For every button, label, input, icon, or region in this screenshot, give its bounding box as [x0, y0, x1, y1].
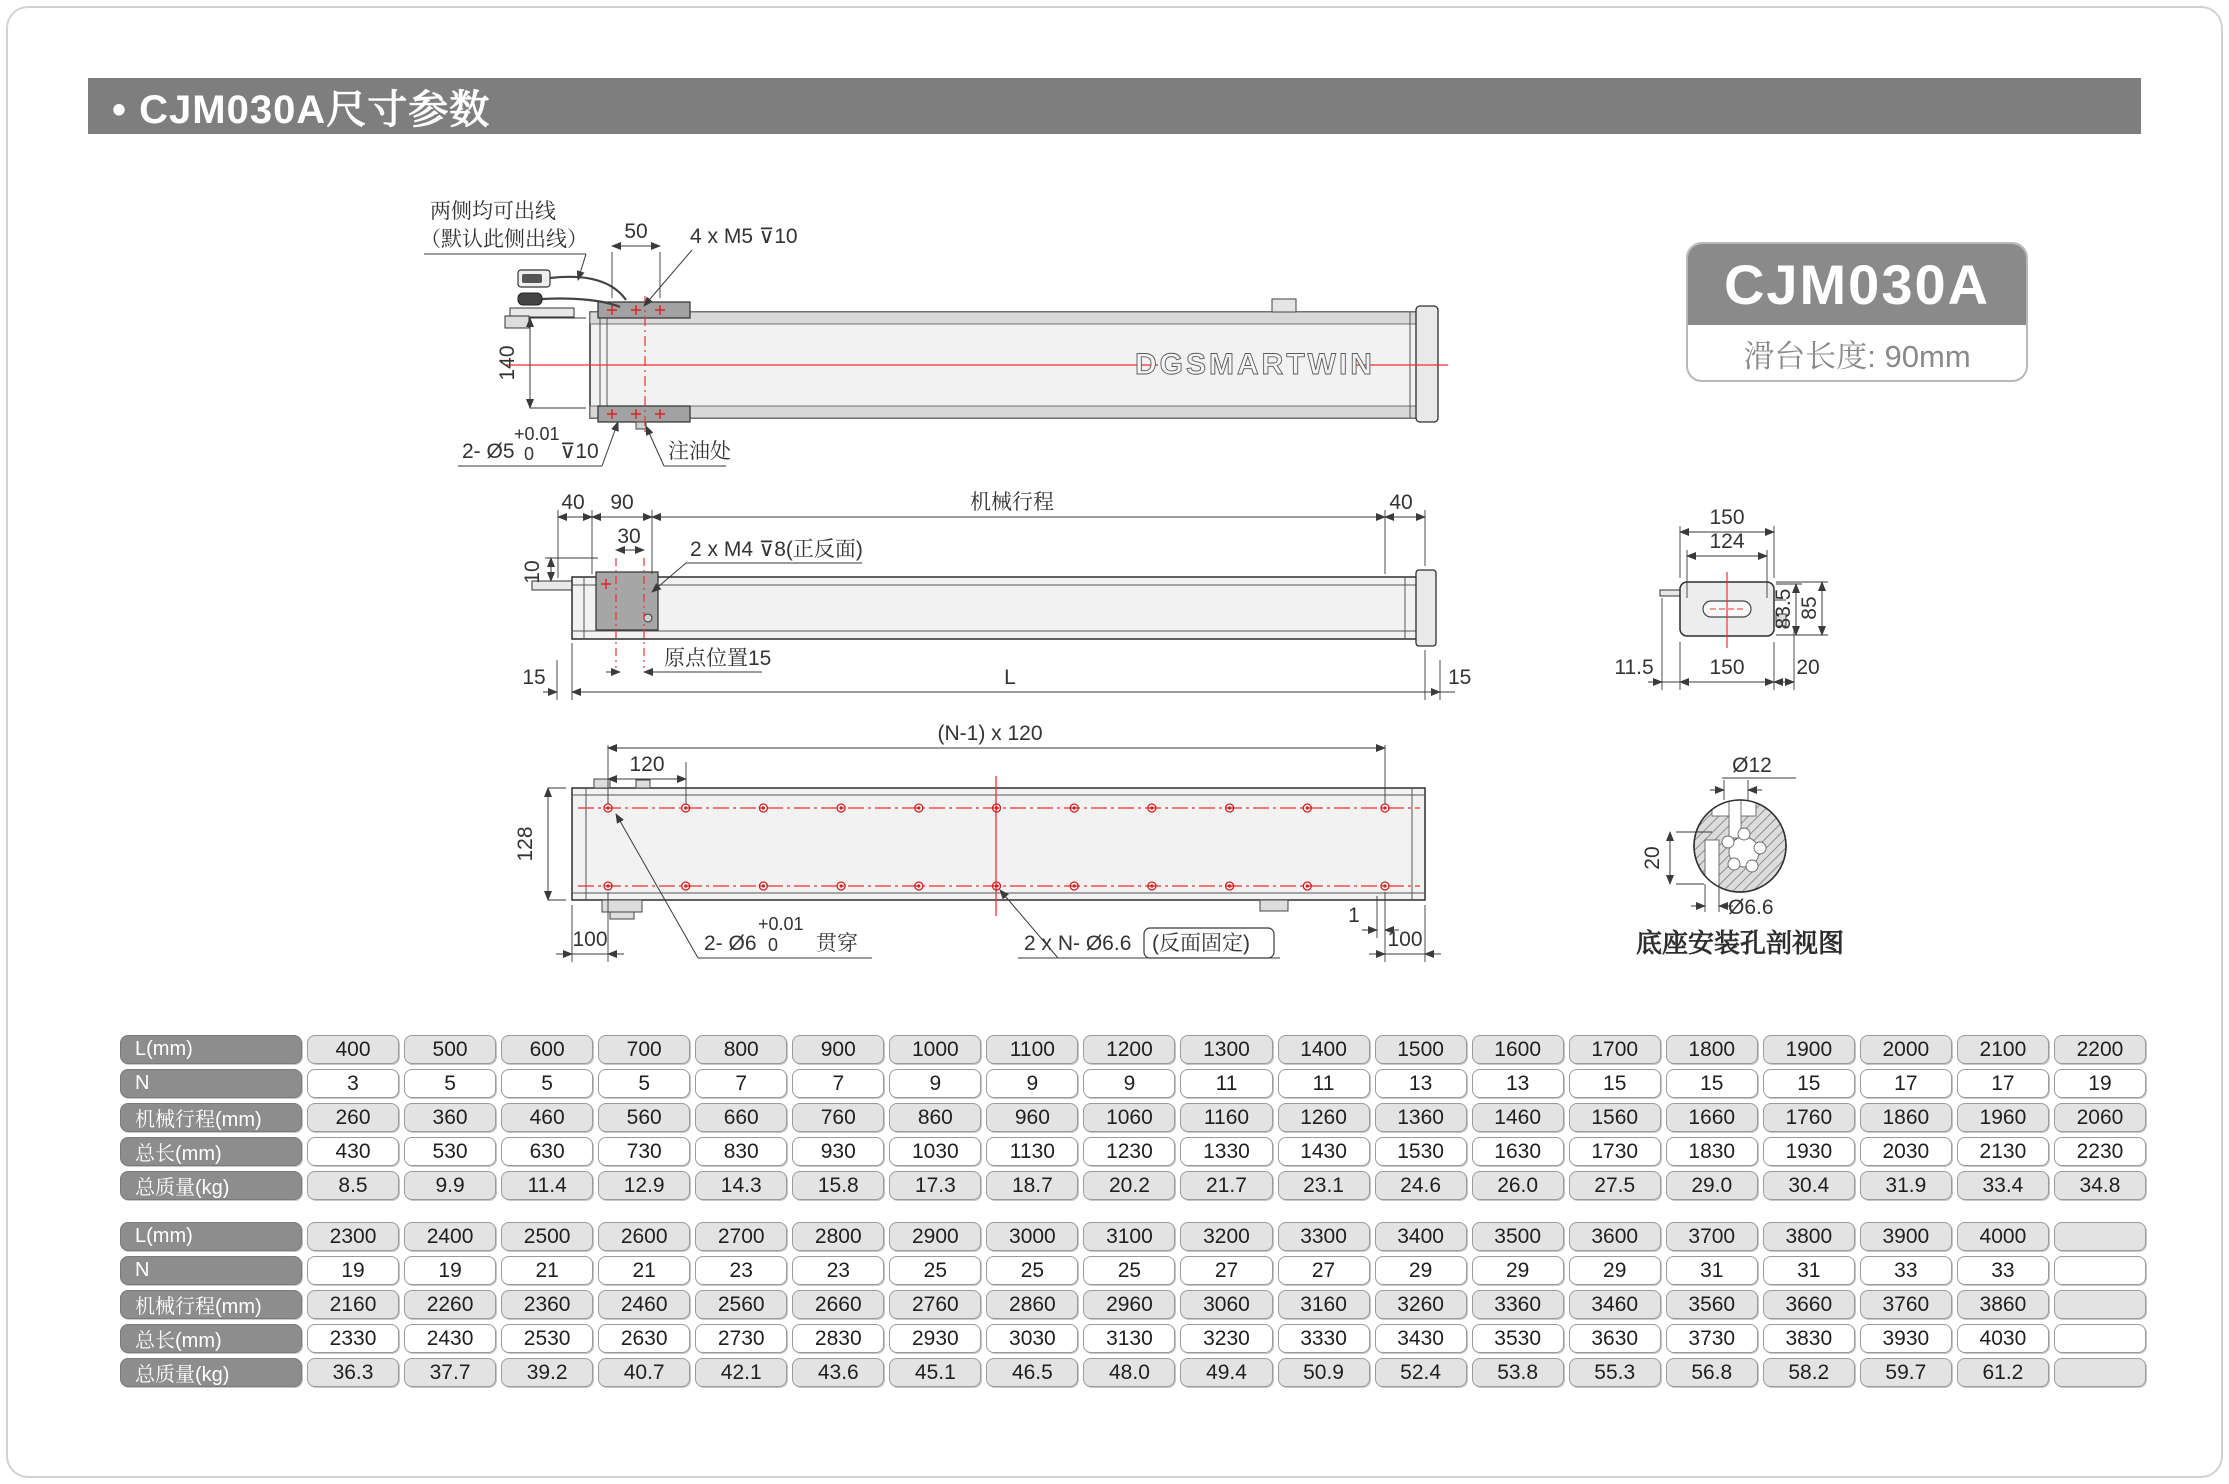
mounting-hole-detail — [1636, 754, 1844, 958]
table-cell: 43.6 — [792, 1358, 884, 1387]
table-cell: 45.1 — [889, 1358, 981, 1387]
table-cell: 33 — [1860, 1256, 1952, 1285]
dim-hole-pattern: (N-1) x 120 — [937, 722, 1043, 745]
table-cell: 1830 — [1666, 1137, 1758, 1166]
table-cell: 8.5 — [307, 1171, 399, 1200]
row-header: 总长(mm) — [120, 1137, 302, 1166]
table-cell: 1030 — [889, 1137, 981, 1166]
hole-tol-upper: +0.01 — [758, 914, 804, 934]
table-cell: 17 — [1860, 1069, 1952, 1098]
table-cell: 17.3 — [889, 1171, 981, 1200]
table-cell: 5 — [501, 1069, 593, 1098]
table-cell: 3200 — [1180, 1222, 1272, 1251]
table-cell: 58.2 — [1763, 1358, 1855, 1387]
top-view-drawing — [521, 491, 1471, 700]
table-cell: 2060 — [2054, 1103, 2146, 1132]
table-cell: 2560 — [695, 1290, 787, 1319]
hole-label: 2- Ø6 — [704, 932, 757, 955]
row-header: N — [120, 1069, 302, 1098]
table-cell: 14.3 — [695, 1171, 787, 1200]
table-cell: 3060 — [1180, 1290, 1272, 1319]
table-cell: 1700 — [1569, 1035, 1661, 1064]
table-cell: 15 — [1763, 1069, 1855, 1098]
table-cell: 2230 — [2054, 1137, 2146, 1166]
dim-20-depth: 20 — [1641, 846, 1664, 870]
table-cell: 42.1 — [695, 1358, 787, 1387]
table-cell: 3730 — [1666, 1324, 1758, 1353]
table-cell: 260 — [307, 1103, 399, 1132]
row-header: 总质量(kg) — [120, 1171, 302, 1200]
dim-40-right: 40 — [1389, 491, 1413, 514]
table-cell: 23 — [695, 1256, 787, 1285]
table-cell: 19 — [404, 1256, 496, 1285]
table-cell: 53.8 — [1472, 1358, 1564, 1387]
table-cell: 600 — [501, 1035, 593, 1064]
table-cell: 48.0 — [1083, 1358, 1175, 1387]
table-cell: 1260 — [1278, 1103, 1370, 1132]
cable-note-2: （默认此侧出线） — [420, 228, 588, 251]
table-cell: 3530 — [1472, 1324, 1564, 1353]
table-cell: 560 — [598, 1103, 690, 1132]
table-cell: 860 — [889, 1103, 981, 1132]
table-cell: 25 — [1083, 1256, 1175, 1285]
table-cell: 3800 — [1763, 1222, 1855, 1251]
table-cell: 3760 — [1860, 1290, 1952, 1319]
table-cell: 2200 — [2054, 1035, 2146, 1064]
table-cell: 3100 — [1083, 1222, 1175, 1251]
table-cell: 11 — [1180, 1069, 1272, 1098]
table-cell: 430 — [307, 1137, 399, 1166]
table-cell — [2054, 1290, 2146, 1319]
table-cell: 3660 — [1763, 1290, 1855, 1319]
table-cell: 15 — [1569, 1069, 1661, 1098]
table-cell: 1660 — [1666, 1103, 1758, 1132]
table-cell: 1200 — [1083, 1035, 1175, 1064]
dim-L: L — [1004, 666, 1016, 689]
table-cell: 29 — [1569, 1256, 1661, 1285]
table-cell: 13 — [1375, 1069, 1467, 1098]
table-cell: 1960 — [1957, 1103, 2049, 1132]
dim-100-left: 100 — [572, 928, 608, 951]
table-cell: 3160 — [1278, 1290, 1370, 1319]
table-cell: 5 — [404, 1069, 496, 1098]
table-cell: 1730 — [1569, 1137, 1661, 1166]
table-cell: 25 — [986, 1256, 1078, 1285]
table-cell: 2130 — [1957, 1137, 2049, 1166]
dim-85: 85 — [1798, 596, 1821, 620]
table-cell: 360 — [404, 1103, 496, 1132]
table-cell: 18.7 — [986, 1171, 1078, 1200]
table-cell: 2960 — [1083, 1290, 1175, 1319]
table-cell: 1760 — [1763, 1103, 1855, 1132]
row-header: 总质量(kg) — [120, 1358, 302, 1387]
table-cell: 1060 — [1083, 1103, 1175, 1132]
table-cell: 9 — [986, 1069, 1078, 1098]
table-cell: 3260 — [1375, 1290, 1467, 1319]
dim-40-left: 40 — [561, 491, 585, 514]
bottom-view-drawing — [514, 722, 1441, 962]
table-cell: 50.9 — [1278, 1358, 1370, 1387]
side-view-drawing — [420, 200, 1448, 466]
table-cell: 52.4 — [1375, 1358, 1467, 1387]
table-cell: 930 — [792, 1137, 884, 1166]
table-cell: 3860 — [1957, 1290, 2049, 1319]
table-cell: 3360 — [1472, 1290, 1564, 1319]
hole66-label: 2 x N- Ø6.6 — [1024, 932, 1132, 955]
table-cell: 1100 — [986, 1035, 1078, 1064]
table-cell: 3 — [307, 1069, 399, 1098]
table-cell: 3500 — [1472, 1222, 1564, 1251]
dim-1: 1 — [1348, 904, 1360, 927]
table-cell: 3830 — [1763, 1324, 1855, 1353]
dim-124: 124 — [1709, 530, 1745, 553]
table-cell: 1930 — [1763, 1137, 1855, 1166]
oil-port-label: 注油处 — [668, 440, 731, 463]
dim-90: 90 — [610, 491, 634, 514]
table-cell: 700 — [598, 1035, 690, 1064]
table-cell: 37.7 — [404, 1358, 496, 1387]
row-header: L(mm) — [120, 1035, 302, 1064]
hole-detail-caption: 底座安装孔剖视图 — [1635, 928, 1845, 958]
table-cell: 460 — [501, 1103, 593, 1132]
table-cell: 34.8 — [2054, 1171, 2146, 1200]
table-cell: 500 — [404, 1035, 496, 1064]
table-cell: 11.4 — [501, 1171, 593, 1200]
table-cell: 2830 — [792, 1324, 884, 1353]
table-cell: 660 — [695, 1103, 787, 1132]
table-cell: 2000 — [1860, 1035, 1952, 1064]
row-header: N — [120, 1256, 302, 1285]
table-cell: 2900 — [889, 1222, 981, 1251]
table-cell: 2660 — [792, 1290, 884, 1319]
table-cell: 2630 — [598, 1324, 690, 1353]
dim-150-top: 150 — [1709, 506, 1745, 529]
table-cell: 2260 — [404, 1290, 496, 1319]
table-cell: 1230 — [1083, 1137, 1175, 1166]
dim-d66: Ø6.6 — [1728, 896, 1774, 919]
table-cell: 19 — [2054, 1069, 2146, 1098]
table-cell: 19 — [307, 1256, 399, 1285]
cable-note-1: 两侧均可出线 — [430, 200, 556, 223]
table-cell: 2860 — [986, 1290, 1078, 1319]
table-cell: 630 — [501, 1137, 593, 1166]
table-cell: 2100 — [1957, 1035, 2049, 1064]
table-cell: 36.3 — [307, 1358, 399, 1387]
table-cell: 530 — [404, 1137, 496, 1166]
table-cell: 33.4 — [1957, 1171, 2049, 1200]
table-cell: 2600 — [598, 1222, 690, 1251]
table-cell: 24.6 — [1375, 1171, 1467, 1200]
dim-128: 128 — [514, 826, 537, 862]
table-cell: 31 — [1666, 1256, 1758, 1285]
table-cell: 1630 — [1472, 1137, 1564, 1166]
table-cell: 3030 — [986, 1324, 1078, 1353]
slider-length-label: 滑台长度: 90mm — [1743, 339, 1971, 374]
table-cell: 31.9 — [1860, 1171, 1952, 1200]
table-cell: 1530 — [1375, 1137, 1467, 1166]
table-cell: 2360 — [501, 1290, 593, 1319]
table-cell: 3930 — [1860, 1324, 1952, 1353]
table-cell: 7 — [695, 1069, 787, 1098]
model-name: CJM030A — [1688, 244, 2026, 325]
table-cell: 2460 — [598, 1290, 690, 1319]
table-cell: 1130 — [986, 1137, 1078, 1166]
dim-10: 10 — [521, 560, 544, 584]
dim-20: 20 — [1796, 656, 1820, 679]
dim-100-right: 100 — [1387, 928, 1423, 951]
pin-tol-upper: +0.01 — [514, 424, 560, 444]
table-cell: 39.2 — [501, 1358, 593, 1387]
table-cell: 9 — [1083, 1069, 1175, 1098]
table-cell: 2030 — [1860, 1137, 1952, 1166]
table-cell: 1360 — [1375, 1103, 1467, 1132]
dim-d12: Ø12 — [1732, 754, 1772, 777]
pin-tol-lower: 0 — [524, 444, 535, 464]
table-cell: 1900 — [1763, 1035, 1855, 1064]
table-cell: 21.7 — [1180, 1171, 1272, 1200]
table-cell: 15.8 — [792, 1171, 884, 1200]
table-cell: 9 — [889, 1069, 981, 1098]
dimension-table-2 — [120, 1222, 2146, 1387]
table-cell: 1460 — [1472, 1103, 1564, 1132]
table-cell: 11 — [1278, 1069, 1370, 1098]
table-cell: 15 — [1666, 1069, 1758, 1098]
row-header: L(mm) — [120, 1222, 302, 1251]
dim-15-right: 15 — [1448, 666, 1472, 689]
dim-150-bottom: 150 — [1709, 656, 1745, 679]
table-cell: 1330 — [1180, 1137, 1272, 1166]
table-cell: 29 — [1472, 1256, 1564, 1285]
table-cell: 31 — [1763, 1256, 1855, 1285]
dim-83-5: 83.5 — [1772, 588, 1795, 630]
table-cell: 55.3 — [1569, 1358, 1661, 1387]
table-cell: 2730 — [695, 1324, 787, 1353]
table-cell: 960 — [986, 1103, 1078, 1132]
table-cell: 7 — [792, 1069, 884, 1098]
brand-logo: DGSMARTWIN — [1135, 348, 1375, 381]
table-cell: 61.2 — [1957, 1358, 2049, 1387]
table-cell: 3560 — [1666, 1290, 1758, 1319]
table-cell: 30.4 — [1763, 1171, 1855, 1200]
table-cell: 29.0 — [1666, 1171, 1758, 1200]
table-cell: 27 — [1180, 1256, 1272, 1285]
table-cell: 13 — [1472, 1069, 1564, 1098]
table-cell: 3400 — [1375, 1222, 1467, 1251]
dim-140: 140 — [496, 345, 519, 381]
table-cell: 3460 — [1569, 1290, 1661, 1319]
table-cell: 2160 — [307, 1290, 399, 1319]
table-cell: 3600 — [1569, 1222, 1661, 1251]
table-cell: 3130 — [1083, 1324, 1175, 1353]
table-cell: 40.7 — [598, 1358, 690, 1387]
table-cell: 3630 — [1569, 1324, 1661, 1353]
table-cell: 1430 — [1278, 1137, 1370, 1166]
table-cell: 1300 — [1180, 1035, 1272, 1064]
table-cell: 4000 — [1957, 1222, 2049, 1251]
table-cell: 2800 — [792, 1222, 884, 1251]
table-cell: 2400 — [404, 1222, 496, 1251]
stroke-label: 机械行程 — [970, 491, 1054, 514]
table-cell: 59.7 — [1860, 1358, 1952, 1387]
table-cell: 1800 — [1666, 1035, 1758, 1064]
hole66-note: (反面固定) — [1152, 932, 1250, 955]
hole-tol-lower: 0 — [768, 935, 779, 955]
table-cell: 9.9 — [404, 1171, 496, 1200]
table-cell: 23 — [792, 1256, 884, 1285]
table-cell — [2054, 1358, 2146, 1387]
table-cell — [2054, 1324, 2146, 1353]
table-cell: 3900 — [1860, 1222, 1952, 1251]
table-cell: 2700 — [695, 1222, 787, 1251]
cross-section-drawing — [1614, 506, 1828, 690]
origin-label: 原点位置15 — [664, 647, 772, 670]
table-cell: 46.5 — [986, 1358, 1078, 1387]
thread-label-m4: 2 x M4 ⊽8(正反面) — [690, 538, 863, 561]
table-cell: 23.1 — [1278, 1171, 1370, 1200]
table-cell: 3000 — [986, 1222, 1078, 1251]
table-cell: 400 — [307, 1035, 399, 1064]
table-cell: 3300 — [1278, 1222, 1370, 1251]
table-cell: 1560 — [1569, 1103, 1661, 1132]
table-cell: 1000 — [889, 1035, 981, 1064]
thread-label-m5: 4 x M5 ⊽10 — [690, 225, 798, 248]
table-cell: 1500 — [1375, 1035, 1467, 1064]
table-cell: 2300 — [307, 1222, 399, 1251]
table-cell: 3230 — [1180, 1324, 1272, 1353]
pin-depth: ⊽10 — [560, 440, 599, 463]
table-cell: 26.0 — [1472, 1171, 1564, 1200]
dim-120: 120 — [629, 753, 665, 776]
table-cell: 2430 — [404, 1324, 496, 1353]
dim-11-5: 11.5 — [1614, 656, 1654, 679]
table-cell: 3700 — [1666, 1222, 1758, 1251]
row-header: 总长(mm) — [120, 1324, 302, 1353]
table-cell: 760 — [792, 1103, 884, 1132]
table-cell: 1400 — [1278, 1035, 1370, 1064]
table-cell: 17 — [1957, 1069, 2049, 1098]
table-cell — [2054, 1256, 2146, 1285]
table-cell: 49.4 — [1180, 1358, 1272, 1387]
page-title: • CJM030A尺寸参数 — [88, 78, 2141, 134]
dim-15-left: 15 — [522, 666, 546, 689]
dim-50: 50 — [624, 220, 648, 243]
table-cell: 20.2 — [1083, 1171, 1175, 1200]
table-cell: 27 — [1278, 1256, 1370, 1285]
dimension-table-1 — [120, 1035, 2146, 1200]
table-cell: 2500 — [501, 1222, 593, 1251]
row-header: 机械行程(mm) — [120, 1103, 302, 1132]
table-cell: 1600 — [1472, 1035, 1564, 1064]
table-cell: 2930 — [889, 1324, 981, 1353]
table-cell: 2330 — [307, 1324, 399, 1353]
table-cell: 4030 — [1957, 1324, 2049, 1353]
table-cell: 3430 — [1375, 1324, 1467, 1353]
row-header: 机械行程(mm) — [120, 1290, 302, 1319]
table-cell: 900 — [792, 1035, 884, 1064]
table-cell: 3330 — [1278, 1324, 1370, 1353]
table-cell: 2530 — [501, 1324, 593, 1353]
table-cell: 1860 — [1860, 1103, 1952, 1132]
table-cell: 27.5 — [1569, 1171, 1661, 1200]
table-cell: 830 — [695, 1137, 787, 1166]
table-cell: 21 — [501, 1256, 593, 1285]
table-cell: 12.9 — [598, 1171, 690, 1200]
table-cell: 730 — [598, 1137, 690, 1166]
table-cell: 56.8 — [1666, 1358, 1758, 1387]
table-cell — [2054, 1222, 2146, 1251]
table-cell: 29 — [1375, 1256, 1467, 1285]
table-cell: 800 — [695, 1035, 787, 1064]
table-cell: 1160 — [1180, 1103, 1272, 1132]
table-cell: 2760 — [889, 1290, 981, 1319]
dim-30: 30 — [617, 525, 641, 548]
hole-through: 贯穿 — [816, 932, 858, 955]
table-cell: 25 — [889, 1256, 981, 1285]
pin-hole-label: 2- Ø5 — [462, 440, 515, 463]
table-cell: 21 — [598, 1256, 690, 1285]
table-cell: 5 — [598, 1069, 690, 1098]
table-cell: 33 — [1957, 1256, 2049, 1285]
